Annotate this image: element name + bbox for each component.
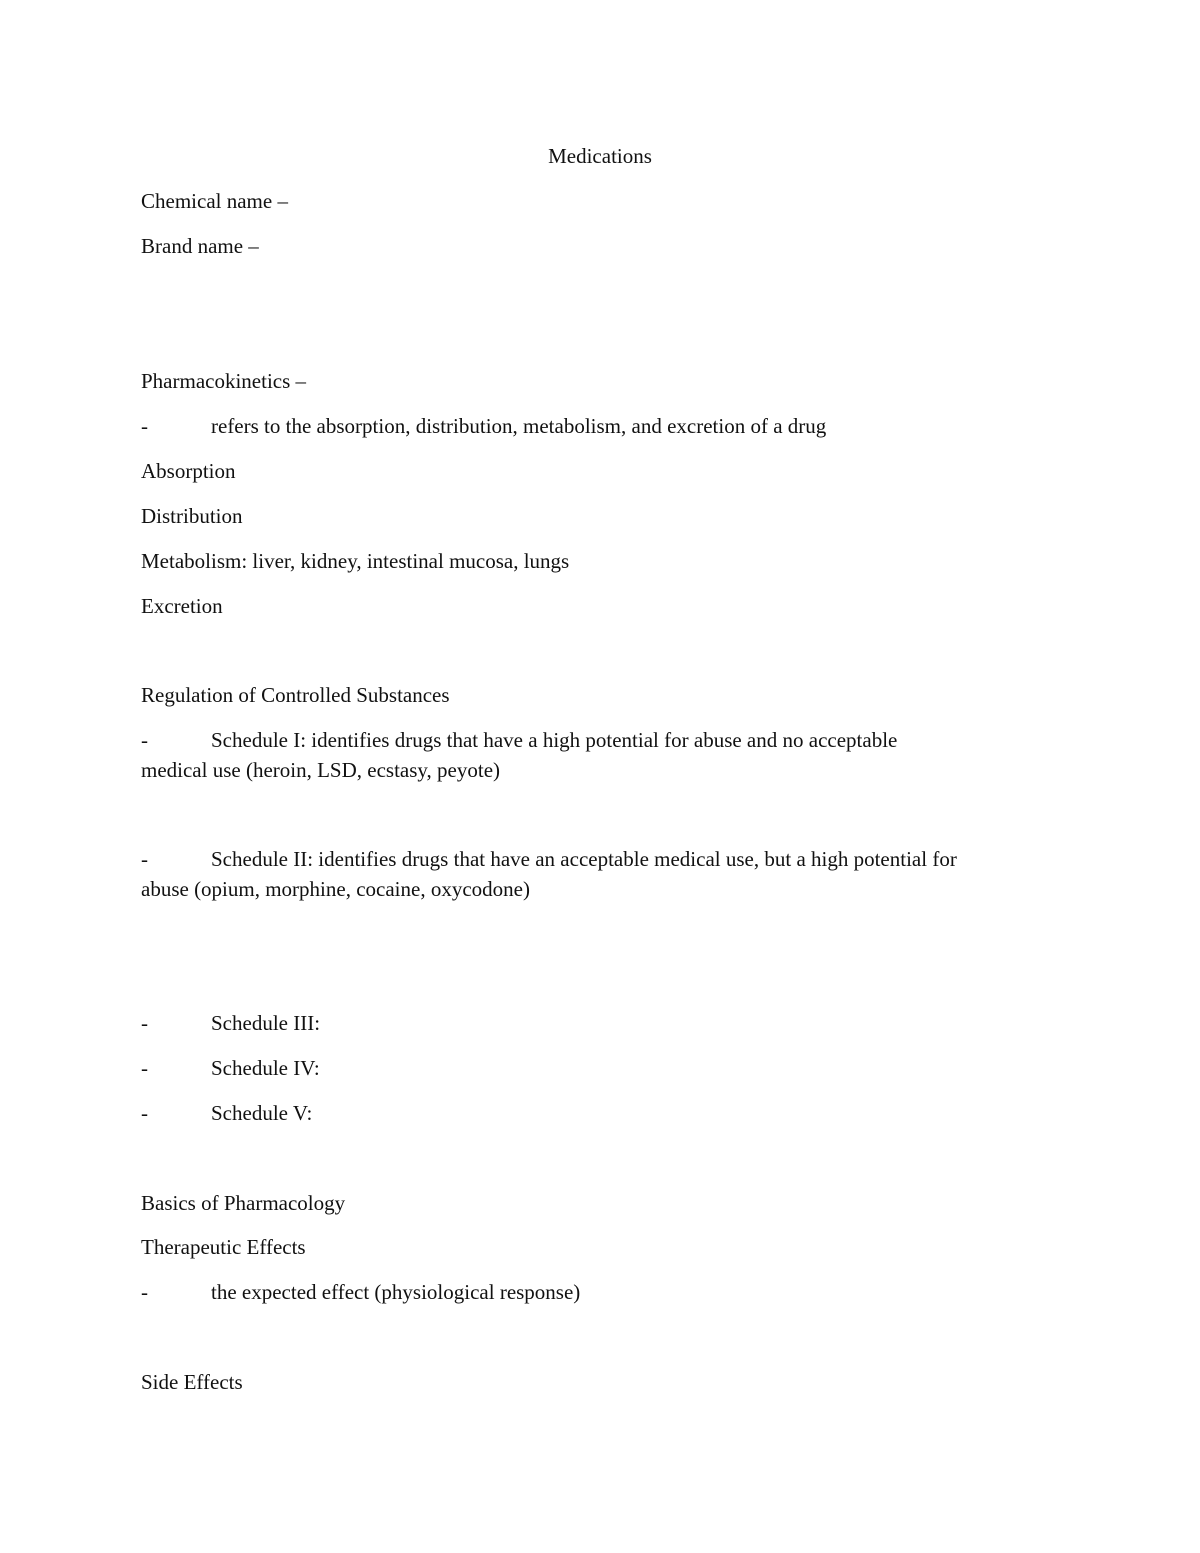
schedule-2-continuation: abuse (opium, morphine, cocaine, oxycodone) [141,877,530,901]
schedule-5-item [141,1098,1061,1128]
schedule-2-item [141,844,1061,874]
schedule-1-item [141,725,1061,755]
page-title: Medications [548,144,652,168]
bullet-dash: - [141,414,148,438]
pharmacokinetics-definition [141,411,1061,441]
bullet-dash: - [141,1101,148,1125]
schedule-1-continuation: medical use (heroin, LSD, ecstasy, peyote) [141,758,501,782]
schedule-3-text: Schedule III: [211,1011,321,1035]
chemical-name-label: Chemical name – [141,189,288,213]
metabolism-label: Metabolism: liver, kidney, intestinal mucosa, lungs [141,549,570,573]
schedule-4-text: Schedule IV: [211,1056,320,1080]
basics-heading: Basics of Pharmacology [141,1191,346,1215]
excretion-label: Excretion [141,594,223,618]
bullet-dash: - [141,1280,148,1304]
bullet-dash: - [141,1011,148,1035]
brand-name-label: Brand name – [141,234,259,258]
schedule-5-text: Schedule V: [211,1101,313,1125]
distribution-label: Distribution [141,504,243,528]
pharmacokinetics-heading: Pharmacokinetics – [141,369,307,393]
therapeutic-effects-heading: Therapeutic Effects [141,1235,306,1259]
schedule-3-item [141,1008,1061,1038]
bullet-dash: - [141,728,148,752]
therapeutic-effects-definition [141,1277,1061,1307]
definition-text: refers to the absorption, distribution, metabolism, and excretion of a drug [211,414,827,438]
schedule-4-item [141,1053,1061,1083]
therapeutic-definition-text: the expected effect (physiological response) [211,1280,581,1304]
absorption-label: Absorption [141,459,236,483]
side-effects-heading: Side Effects [141,1370,243,1394]
schedule-2-text: Schedule II: identifies drugs that have an acceptable medical use, but a high potential for [211,847,957,871]
bullet-dash: - [141,847,148,871]
bullet-dash: - [141,1056,148,1080]
regulation-heading: Regulation of Controlled Substances [141,683,450,707]
schedule-1-text: Schedule I: identifies drugs that have a high potential for abuse and no acceptable [211,728,898,752]
